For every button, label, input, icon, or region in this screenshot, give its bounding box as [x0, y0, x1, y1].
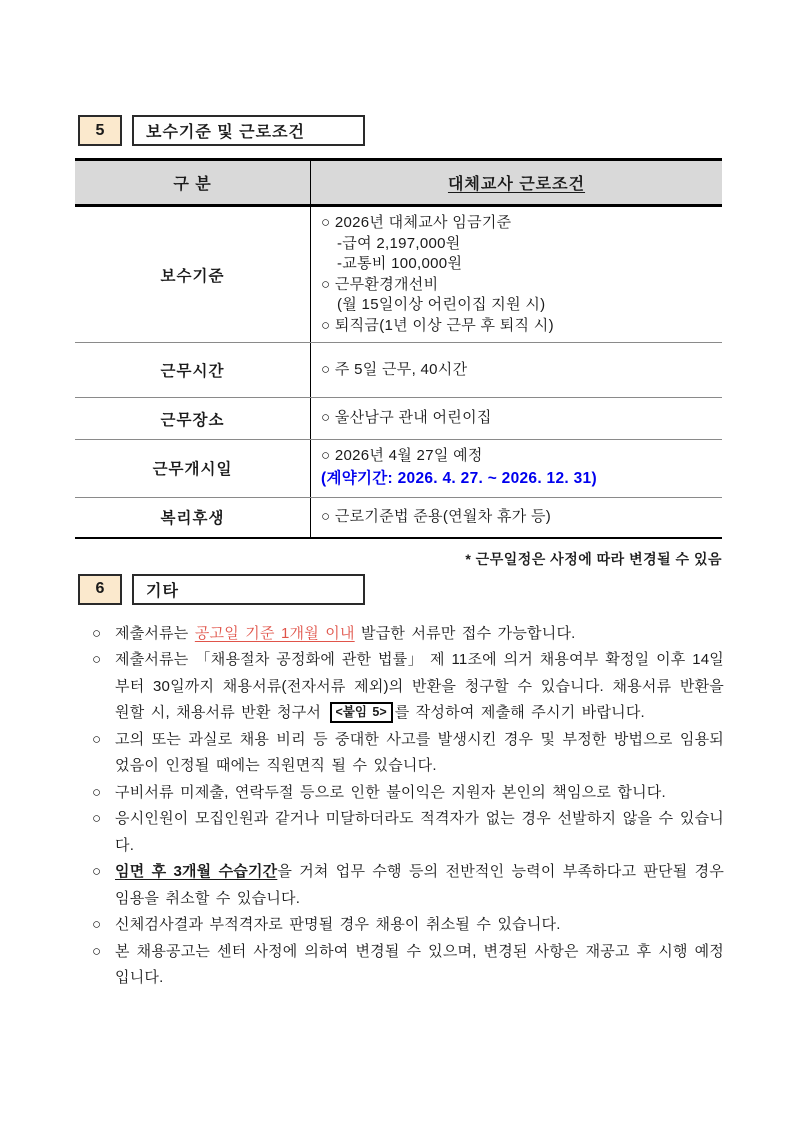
condition-line: ○ 퇴직금(1년 이상 근무 후 퇴직 시): [321, 316, 554, 334]
table-row-보수기준: [75, 207, 722, 343]
row-content: [311, 343, 722, 397]
row-content: [311, 207, 722, 342]
note-text: [115, 912, 724, 939]
section-5-title-box: [132, 115, 365, 146]
condition-line: -교통비 100,000원: [337, 255, 463, 272]
attachment-5-tag: <붙임 5>: [330, 702, 393, 723]
circle-bullet-icon: ○: [92, 624, 102, 642]
note-text: [115, 939, 724, 992]
condition-line: ○ 근로기준법 준용(연월차 휴가 등): [321, 507, 552, 525]
condition-line: ○ 2026년 대체교사 임금기준: [321, 214, 512, 231]
circle-bullet-icon: ○: [92, 810, 102, 827]
condition-line: ○ 울산남구 관내 어린이집: [321, 409, 492, 427]
column-header-conditions: 대체교사 근로조건: [447, 176, 586, 193]
section-6-number-box: [78, 574, 122, 605]
list-item: [92, 912, 724, 939]
list-item: [92, 939, 724, 992]
row-label: 근무장소: [75, 398, 311, 439]
section-6-title-box: [132, 574, 365, 605]
circle-bullet-icon: ○: [92, 783, 102, 801]
list-item: [92, 806, 724, 859]
note-text: [115, 647, 724, 727]
section-5-title: 보수기준 및 근로조건: [146, 124, 305, 141]
plain-text: 발급한 서류만 접수 가능합니다.: [354, 624, 576, 642]
table-body: [75, 207, 722, 537]
note-text: [115, 621, 724, 648]
list-item: [92, 727, 724, 780]
row-label: 복리후생: [75, 498, 311, 537]
plain-text: 신체검사결과 부적격자로 판명될 경우 채용이 취소될 수 있습니다.: [115, 916, 561, 933]
note-text: [115, 727, 724, 780]
section-6-header: [78, 574, 793, 605]
circle-bullet-icon: ○: [92, 916, 102, 933]
section-6-number: 6: [95, 580, 105, 597]
circle-bullet-icon: ○: [92, 863, 102, 880]
row-content: [311, 498, 722, 537]
row-content: [311, 440, 722, 497]
plain-text: 구비서류 미제출, 연락두절 등으로 인한 불이익은 지원자 본인의 책임으로 합니다.: [115, 783, 666, 801]
plain-text: 을 거쳐 업무 수행 등의 전반적인 능력이 부족하다고 판단될 경우 임용을 취소할 수 있습니다.: [115, 863, 725, 907]
section-5-header: [78, 115, 793, 146]
table-row-근무장소: [75, 398, 722, 440]
condition-line: -급여 2,197,000원: [337, 234, 461, 252]
circle-bullet-icon: ○: [92, 651, 102, 668]
table-header-row: [75, 161, 722, 207]
schedule-footnote: * 근무일정은 사정에 따라 변경될 수 있음: [465, 550, 722, 567]
plain-text: 제출서류는: [115, 624, 195, 642]
column-header-category: 구 분: [75, 161, 311, 204]
condition-line: (월 15일이상 어린이집 지원 시): [337, 296, 546, 313]
plain-text: 고의 또는 과실로 채용 비리 등 중대한 사고를 발생시킨 경우 및 부정한 방법으로 임용되었음이 인정될 때에는 직원면직 될 수 있습니다.: [115, 730, 724, 774]
circle-bullet-icon: ○: [92, 942, 102, 960]
section-6-title: 기타: [146, 582, 179, 600]
plain-text: 를 작성하여 제출해 주시기 바랍니다.: [394, 704, 645, 721]
table-row-근무개시일: [75, 440, 722, 498]
table-row-근무시간: [75, 343, 722, 398]
emphasized-text: 공고일 기준 1개월 이내: [194, 624, 355, 642]
contract-period-line: (계약기간: 2026. 4. 27. ~ 2026. 12. 31): [321, 469, 597, 487]
other-notes-list: [92, 621, 724, 992]
condition-line: ○ 주 5일 근무, 40시간: [321, 360, 468, 378]
row-label: 보수기준: [75, 207, 311, 342]
compensation-table: [75, 158, 722, 539]
row-label: 근무개시일: [75, 440, 311, 497]
table-row-복리후생: [75, 498, 722, 537]
list-item: [92, 621, 724, 648]
list-item: [92, 647, 724, 727]
section-5-number: 5: [95, 121, 105, 139]
list-item: [92, 780, 724, 807]
list-item: [92, 859, 724, 912]
note-text: [115, 859, 724, 912]
row-label: 근무시간: [75, 343, 311, 397]
row-content: [311, 398, 722, 439]
note-text: [115, 780, 724, 807]
emphasized-text: 임면 후 3개월 수습기간: [115, 863, 278, 880]
plain-text: 응시인원이 모집인원과 같거나 미달하더라도 적격자가 없는 경우 선발하지 않을 수 있습니다.: [115, 810, 724, 854]
condition-line: ○ 근무환경개선비: [321, 275, 439, 293]
circle-bullet-icon: ○: [92, 730, 102, 748]
section-5-number-box: [78, 115, 122, 146]
condition-line: ○ 2026년 4월 27일 예정: [321, 447, 483, 464]
plain-text: 제출서류는 「채용절차 공정화에 관한 법률」 제 11조에 의거 채용여부 확정일 이후 14일부터 30일까지 채용서류(전자서류 제외)의 반환을 청구할 수 있습니다. 채용서류 반환을 원할 시, 채용서류 반환 청구서: [115, 651, 724, 721]
plain-text: 본 채용공고는 센터 사정에 의하여 변경될 수 있으며, 변경된 사항은 재공고 후 시행 예정입니다.: [115, 942, 724, 986]
note-text: [115, 806, 724, 859]
